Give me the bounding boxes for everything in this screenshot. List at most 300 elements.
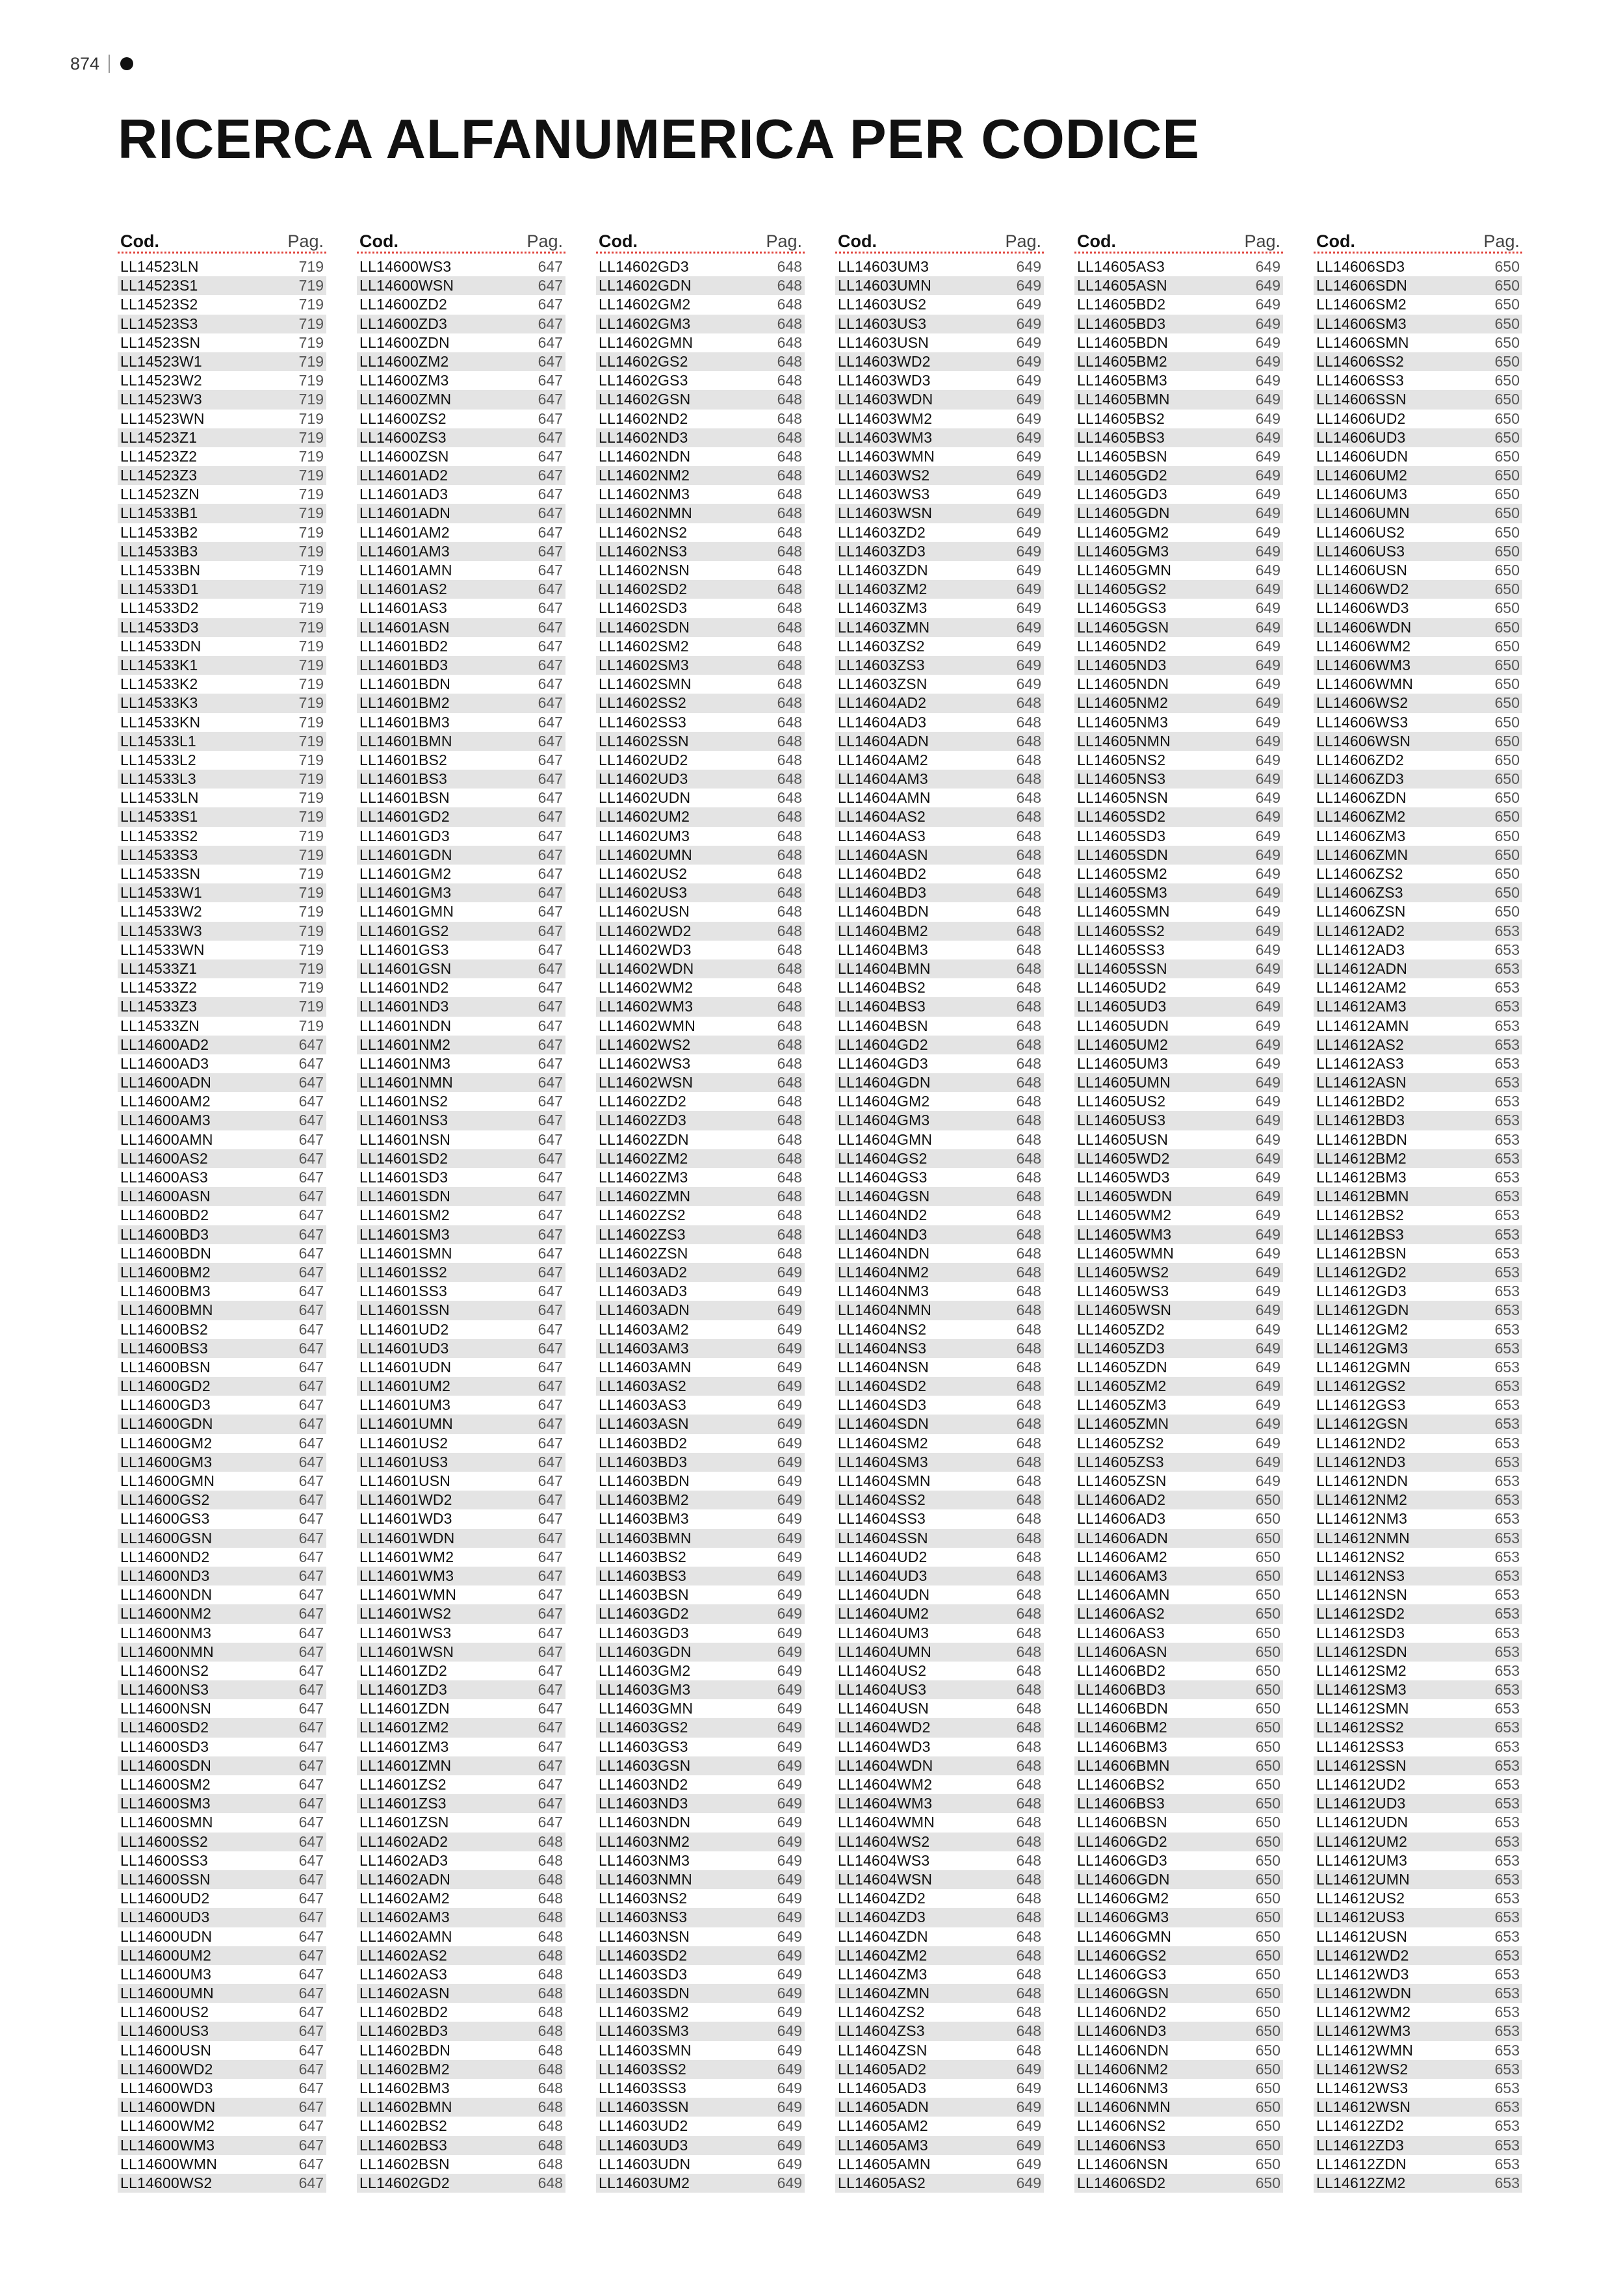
code-row — [357, 637, 565, 656]
code-row — [357, 599, 565, 618]
page-ref: 647 — [538, 1093, 563, 1110]
product-code: LL14533W3 — [120, 922, 202, 939]
page-ref: 649 — [777, 1283, 802, 1300]
product-code: LL14612UDN — [1316, 1814, 1409, 1831]
page-ref: 653 — [1494, 922, 1520, 939]
page-ref: 648 — [1016, 1054, 1041, 1072]
product-code: LL14602GM3 — [599, 315, 691, 332]
code-row — [357, 1984, 565, 2003]
code-row — [835, 1225, 1044, 1244]
code-row — [596, 618, 805, 637]
product-code: LL14600WD3 — [120, 2080, 213, 2096]
product-code: LL14600BMN — [120, 1301, 213, 1319]
page-ref: 653 — [1494, 1510, 1520, 1528]
code-row — [118, 1927, 326, 1946]
code-row — [1074, 1624, 1283, 1643]
product-code: LL14602BS2 — [359, 2117, 448, 2135]
page-ref: 653 — [1494, 1719, 1520, 1736]
product-code: LL14603ZD3 — [838, 542, 926, 560]
page-ref: 648 — [777, 675, 802, 693]
product-code: LL14603ND2 — [599, 1776, 688, 1793]
page-ref: 647 — [298, 1795, 324, 1812]
page-ref: 649 — [1255, 1207, 1280, 1224]
product-code: LL14605WM3 — [1077, 1225, 1172, 1243]
page-ref: 650 — [1255, 1814, 1280, 1831]
page-ref: 648 — [777, 656, 802, 673]
code-row — [1074, 1111, 1283, 1130]
code-row — [1314, 1130, 1522, 1149]
code-row — [357, 2155, 565, 2174]
page-ref: 719 — [298, 998, 324, 1015]
product-code: LL14600ZS3 — [359, 428, 447, 446]
code-header: Cod. — [1077, 231, 1116, 251]
page-ref: 647 — [538, 1719, 563, 1736]
code-row — [1074, 1187, 1283, 1206]
page-ref: 647 — [538, 1814, 563, 1831]
page-ref: 649 — [777, 1472, 802, 1489]
code-row — [1074, 1984, 1283, 2003]
product-code: LL14605NM2 — [1077, 694, 1169, 712]
code-row — [835, 1643, 1044, 1662]
code-row — [835, 2174, 1044, 2193]
code-row — [118, 1604, 326, 1623]
code-row — [357, 1472, 565, 1491]
code-row — [118, 922, 326, 941]
code-row — [1314, 1662, 1522, 1680]
code-list — [1074, 257, 1283, 2193]
code-row — [1074, 618, 1283, 637]
product-code: LL14612ND3 — [1316, 1453, 1406, 1470]
page-ref: 648 — [777, 447, 802, 465]
code-row — [1314, 2060, 1522, 2079]
code-row — [596, 751, 805, 770]
page-ref: 650 — [1494, 581, 1520, 598]
code-row — [596, 1585, 805, 1604]
page-ref: 650 — [1255, 1870, 1280, 1888]
product-code: LL14605SS2 — [1077, 922, 1165, 939]
product-code: LL14533D3 — [120, 618, 199, 636]
product-code: LL14606ZM2 — [1316, 808, 1406, 826]
product-code: LL14606AD2 — [1077, 1491, 1166, 1509]
code-row — [835, 485, 1044, 504]
product-code: LL14600AD2 — [120, 1036, 209, 1053]
product-code: LL14523W2 — [120, 372, 202, 389]
product-code: LL14600WM2 — [120, 2117, 215, 2135]
page-ref: 647 — [538, 296, 563, 313]
product-code: LL14612WM3 — [1316, 2022, 1411, 2040]
code-row — [596, 1851, 805, 1870]
page-ref: 648 — [777, 523, 802, 541]
code-row — [835, 1548, 1044, 1567]
page-ref: 647 — [538, 713, 563, 731]
product-code: LL14604BS3 — [838, 998, 926, 1015]
code-row — [1074, 580, 1283, 599]
product-code: LL14603UM2 — [599, 2174, 690, 2191]
product-code: LL14602UMN — [599, 846, 692, 863]
product-code: LL14523Z3 — [120, 467, 198, 484]
product-code: LL14600ND2 — [120, 1548, 210, 1565]
product-code: LL14605ZM2 — [1077, 1377, 1167, 1395]
product-code: LL14603BS2 — [599, 1548, 687, 1565]
product-code: LL14605US3 — [1077, 1112, 1166, 1129]
product-code: LL14612ASN — [1316, 1074, 1407, 1091]
page-ref: 648 — [777, 770, 802, 788]
page-ref: 649 — [1255, 562, 1280, 579]
page-ref: 647 — [538, 504, 563, 522]
code-column — [118, 229, 326, 2193]
page-ref: 648 — [777, 979, 802, 997]
page-ref: 650 — [1255, 1738, 1280, 1755]
code-row — [835, 997, 1044, 1016]
code-row — [357, 1643, 565, 1662]
product-code: LL14602SM2 — [599, 637, 689, 655]
page-ref: 648 — [1016, 1188, 1041, 1205]
product-code: LL14612WSN — [1316, 2098, 1411, 2116]
code-row — [1074, 1472, 1283, 1491]
page-ref: 647 — [538, 1681, 563, 1699]
page-ref: 649 — [1255, 352, 1280, 370]
code-row — [835, 1680, 1044, 1699]
code-row — [1074, 523, 1283, 542]
code-row — [835, 561, 1044, 580]
page-ref: 650 — [1255, 1927, 1280, 1945]
code-row — [118, 1434, 326, 1453]
page-ref: 647 — [538, 1472, 563, 1489]
product-code: LL14604NM3 — [838, 1283, 929, 1300]
page-ref: 653 — [1494, 1207, 1520, 1224]
page-ref: 649 — [1255, 410, 1280, 427]
page-ref: 719 — [298, 486, 324, 503]
code-row — [596, 447, 805, 466]
page-ref: 653 — [1494, 1946, 1520, 1964]
product-code: LL14606ASN — [1077, 1643, 1167, 1660]
product-code: LL14603ZDN — [838, 562, 928, 579]
page-ref: 648 — [777, 1130, 802, 1148]
code-row — [357, 2098, 565, 2117]
code-row — [596, 1149, 805, 1168]
code-row — [1314, 1680, 1522, 1699]
code-row — [1074, 1491, 1283, 1509]
code-row — [357, 580, 565, 599]
page-ref: 647 — [538, 1149, 563, 1167]
page-ref: 648 — [1016, 1301, 1041, 1319]
code-row — [118, 1756, 326, 1775]
code-row — [357, 713, 565, 732]
code-row — [1314, 997, 1522, 1016]
product-code: LL14612ND2 — [1316, 1434, 1406, 1452]
product-code: LL14600SS3 — [120, 1851, 209, 1869]
code-row — [357, 2022, 565, 2041]
page-ref: 648 — [777, 1188, 802, 1205]
code-row — [357, 770, 565, 789]
product-code: LL14603ZD2 — [838, 523, 926, 541]
page-ref: 648 — [1016, 808, 1041, 826]
page-ref: 650 — [1494, 865, 1520, 882]
code-row — [1314, 315, 1522, 333]
code-row — [118, 1718, 326, 1737]
code-row — [1314, 2022, 1522, 2041]
code-row — [1074, 1054, 1283, 1073]
code-column — [596, 229, 805, 2193]
product-code: LL14603NS2 — [599, 1890, 688, 1907]
product-code: LL14604WSN — [838, 1870, 933, 1888]
product-code: LL14606AS2 — [1077, 1605, 1165, 1623]
product-code: LL14602SMN — [599, 675, 692, 693]
code-row — [596, 1680, 805, 1699]
page-ref: 649 — [777, 1738, 802, 1755]
page-ref: 650 — [1494, 675, 1520, 693]
column-header — [835, 229, 1044, 254]
code-row — [1074, 466, 1283, 485]
code-row — [118, 1984, 326, 2003]
product-code: LL14604NM2 — [838, 1263, 929, 1281]
page-ref: 649 — [777, 2174, 802, 2191]
page-ref: 647 — [298, 1472, 324, 1489]
product-code: LL14606BM2 — [1077, 1719, 1167, 1736]
code-row — [596, 694, 805, 712]
product-code: LL14606USN — [1316, 562, 1408, 579]
page-ref: 649 — [1255, 1434, 1280, 1452]
product-code: LL14600UD2 — [120, 1890, 210, 1907]
code-row — [1314, 352, 1522, 371]
product-code: LL14605SMN — [1077, 903, 1170, 920]
page-ref: 648 — [777, 732, 802, 750]
code-row — [835, 599, 1044, 618]
code-row — [596, 865, 805, 883]
product-code: LL14612SD2 — [1316, 1605, 1405, 1623]
page-ref: 650 — [1255, 1548, 1280, 1565]
product-code: LL14604AM2 — [838, 751, 928, 768]
product-code: LL14604BM2 — [838, 922, 928, 939]
product-code: LL14612WD2 — [1316, 1946, 1409, 1964]
code-row — [118, 1509, 326, 1528]
product-code: LL14603UM3 — [838, 258, 929, 275]
page-ref: 653 — [1494, 1795, 1520, 1812]
code-row — [118, 656, 326, 675]
product-code: LL14601ZMN — [359, 1756, 452, 1774]
product-code: LL14604WDN — [838, 1756, 933, 1774]
product-code: LL14600NSN — [120, 1700, 212, 1717]
code-row — [357, 1320, 565, 1339]
page-ref: 653 — [1494, 1074, 1520, 1091]
code-row — [357, 1017, 565, 1036]
page-ref: 647 — [298, 1377, 324, 1395]
code-row — [835, 1017, 1044, 1036]
code-row — [1314, 1833, 1522, 1851]
product-code: LL14602SD2 — [599, 581, 688, 598]
page-ref: 647 — [538, 1453, 563, 1470]
page-ref: 648 — [1016, 1890, 1041, 1907]
page-ref: 649 — [1016, 562, 1041, 579]
page-ref: 719 — [298, 523, 324, 541]
code-row — [596, 428, 805, 447]
code-row — [118, 1301, 326, 1320]
product-code: LL14605ADN — [838, 2098, 929, 2116]
code-index-columns — [118, 229, 1522, 2193]
page-ref: 719 — [298, 656, 324, 673]
page-ref: 648 — [1016, 2003, 1041, 2021]
code-row — [118, 1851, 326, 1870]
product-code: LL14533Z1 — [120, 959, 198, 977]
product-code: LL14604BM3 — [838, 941, 928, 958]
page-ref: 719 — [298, 352, 324, 370]
product-code: LL14602ZD3 — [599, 1112, 686, 1129]
page-ref: 649 — [1255, 333, 1280, 351]
code-row — [596, 485, 805, 504]
code-row — [1074, 1870, 1283, 1889]
column-header — [1074, 229, 1283, 254]
code-row — [1314, 390, 1522, 409]
product-code: LL14603GMN — [599, 1700, 694, 1717]
page-ref: 647 — [538, 1776, 563, 1793]
code-row — [1314, 371, 1522, 390]
page-ref: 647 — [538, 1624, 563, 1641]
page-ref: 648 — [777, 713, 802, 731]
page-ref: 649 — [1255, 865, 1280, 882]
product-code: LL14602SS2 — [599, 694, 687, 712]
page-ref: 648 — [1016, 959, 1041, 977]
product-code: LL14605AM2 — [838, 2117, 928, 2135]
code-row — [118, 732, 326, 751]
page-ref: 647 — [298, 1207, 324, 1224]
code-row — [596, 1358, 805, 1377]
code-row — [1074, 807, 1283, 826]
page-ref: 648 — [1016, 846, 1041, 863]
product-code: LL14612UM2 — [1316, 1833, 1408, 1850]
page-ref: 649 — [1255, 1112, 1280, 1129]
product-code: LL14523WN — [120, 410, 205, 427]
page-ref: 648 — [777, 884, 802, 902]
product-code: LL14606WMN — [1316, 675, 1414, 693]
product-code: LL14605SSN — [1077, 959, 1167, 977]
page-ref: 647 — [298, 1567, 324, 1584]
page-ref: 649 — [777, 1510, 802, 1528]
product-code: LL14606NM2 — [1077, 2060, 1169, 2078]
code-row — [118, 2079, 326, 2098]
code-header: Cod. — [359, 231, 398, 251]
product-code: LL14603GD3 — [599, 1624, 689, 1641]
code-row — [835, 922, 1044, 941]
product-code: LL14604UD2 — [838, 1548, 928, 1565]
code-row — [118, 1738, 326, 1756]
page-ref: 647 — [298, 1927, 324, 1945]
code-row — [596, 1017, 805, 1036]
product-code: LL14603NDN — [599, 1814, 691, 1831]
page-ref: 719 — [298, 258, 324, 275]
product-code: LL14600UM2 — [120, 1946, 212, 1964]
page-ref: 649 — [1255, 1358, 1280, 1376]
product-code: LL14601WMN — [359, 1586, 457, 1604]
page-ref: 653 — [1494, 1586, 1520, 1604]
code-row — [1314, 941, 1522, 959]
product-code: LL14601GM3 — [359, 884, 452, 902]
product-code: LL14601AS2 — [359, 581, 448, 598]
page-ref: 647 — [298, 1130, 324, 1148]
product-code: LL14600WDN — [120, 2098, 216, 2116]
product-code: LL14602UDN — [599, 789, 691, 807]
code-row — [835, 1624, 1044, 1643]
product-code: LL14605WSN — [1077, 1301, 1172, 1319]
product-code: LL14612BS3 — [1316, 1225, 1405, 1243]
page-header-label: Pag. — [766, 231, 802, 251]
code-row — [357, 1415, 565, 1433]
code-row — [357, 1187, 565, 1206]
product-code: LL14600ASN — [120, 1188, 211, 1205]
product-code: LL14605ZSN — [1077, 1472, 1167, 1489]
product-code: LL14533W1 — [120, 884, 202, 902]
code-row — [357, 295, 565, 314]
product-code: LL14604UMN — [838, 1643, 931, 1660]
code-row — [596, 1054, 805, 1073]
product-code: LL14523Z2 — [120, 447, 198, 465]
page-ref: 653 — [1494, 2003, 1520, 2021]
code-row — [1074, 1756, 1283, 1775]
code-row — [118, 978, 326, 997]
page-ref: 648 — [777, 296, 802, 313]
code-row — [357, 1225, 565, 1244]
page-ref: 649 — [1016, 428, 1041, 446]
code-row — [596, 542, 805, 561]
code-column — [835, 229, 1044, 2193]
code-row — [1314, 1358, 1522, 1377]
page-ref: 650 — [1255, 1662, 1280, 1679]
code-row — [1314, 1017, 1522, 1036]
page-ref: 719 — [298, 296, 324, 313]
page-ref: 647 — [538, 1207, 563, 1224]
code-row — [596, 1491, 805, 1509]
product-code: LL14600ZDN — [359, 333, 450, 351]
product-code: LL14612WD3 — [1316, 1965, 1409, 1983]
code-row — [357, 276, 565, 295]
code-list — [357, 257, 565, 2193]
product-code: LL14601NMN — [359, 1074, 453, 1091]
code-row — [1074, 1908, 1283, 1927]
page-ref: 649 — [777, 1795, 802, 1812]
code-row — [357, 732, 565, 751]
page-ref: 647 — [298, 1985, 324, 2002]
page-ref: 649 — [777, 1263, 802, 1281]
page-ref: 648 — [1016, 1093, 1041, 1110]
product-code: LL14612GS3 — [1316, 1396, 1406, 1414]
page-ref: 649 — [777, 2022, 802, 2040]
page-ref: 650 — [1255, 2174, 1280, 2191]
code-row — [118, 1339, 326, 1358]
page-ref: 647 — [298, 1681, 324, 1699]
code-row — [118, 1206, 326, 1225]
code-row — [835, 523, 1044, 542]
code-row — [835, 1472, 1044, 1491]
code-row — [596, 466, 805, 485]
product-code: LL14602UM3 — [599, 827, 690, 844]
page-ref: 653 — [1494, 1814, 1520, 1831]
product-code: LL14605USN — [1077, 1130, 1169, 1148]
code-row — [596, 1187, 805, 1206]
page-ref: 649 — [1255, 1017, 1280, 1034]
product-code: LL14601GSN — [359, 959, 452, 977]
code-row — [118, 1168, 326, 1187]
product-code: LL14600BM2 — [120, 1263, 211, 1281]
code-row — [835, 827, 1044, 846]
product-code: LL14605SD2 — [1077, 808, 1166, 826]
page-ref: 650 — [1255, 2136, 1280, 2154]
product-code: LL14606BS2 — [1077, 1776, 1165, 1793]
page-ref: 650 — [1494, 846, 1520, 863]
product-code: LL14601AD3 — [359, 486, 448, 503]
product-code: LL14603AS3 — [599, 1396, 687, 1414]
code-row — [596, 580, 805, 599]
page-ref: 650 — [1494, 903, 1520, 920]
product-code: LL14603UMN — [838, 277, 931, 294]
